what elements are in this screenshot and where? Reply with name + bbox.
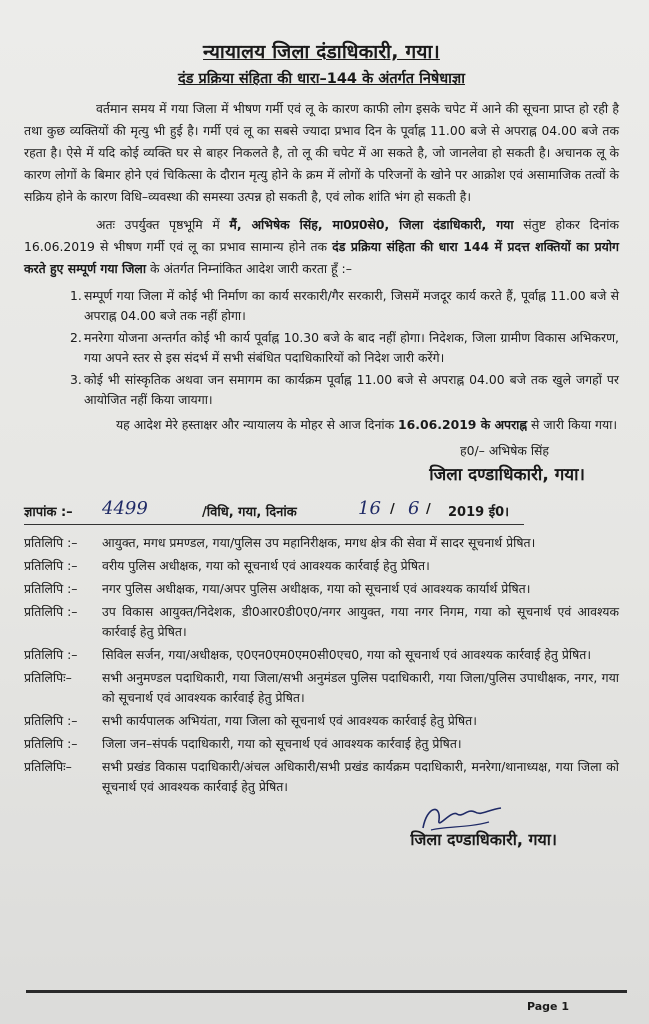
memo-slash-1: / (390, 502, 395, 517)
bottom-rule (26, 990, 627, 993)
memo-number: 4499 (102, 498, 148, 519)
copy-label: प्रतिलिपि :– (24, 558, 78, 573)
order-item (24, 286, 619, 326)
document-title: न्यायालय जिला दंडाधिकारी, गया। (203, 41, 440, 63)
copy-item (24, 757, 619, 797)
copy-text: नगर पुलिस अधीक्षक, गया/अपर पुलिस अधीक्षक, गया को सूचनार्थ एवं आवश्यक कार्यार्थ प्रेषित। (102, 581, 531, 596)
copy-text: जिला जन–संपर्क पदाधिकारी, गया को सूचनार्थ एवं आवश्यक कार्रवाई हेतु प्रेषित। (102, 736, 462, 751)
copy-text: उप विकास आयुक्त/निदेशक, डी0आर0डी0ए0/नगर आयुक्त, गया नगर निगम, गया को सूचनार्थ एवं आवश्यक कार्रवाई हेतु प्रेषित। (102, 604, 619, 639)
copy-text: सिविल सर्जन, गया/अधीक्षक, ए0एन0एम0एम0सी0एच0, गया को सूचनार्थ एवं आवश्यक कार्रवाई हेतु प्रेषित। (102, 647, 592, 662)
closing-date: 16.06.2019 के अपराह्न (398, 417, 528, 432)
closing-text-c: से जारी किया गया। (527, 417, 618, 432)
copy-list (24, 533, 619, 797)
preamble-section: दंड प्रक्रिया संहिता की धारा 144 में प्रदत्त शक्तियों का प्रयोग करते हुए सम्पूर्ण गया जिला (24, 239, 619, 276)
preamble-text-a: अतः उपर्युक्त पृष्ठभूमि में (96, 217, 230, 232)
memo-year: 2019 ई0। (448, 505, 510, 520)
copy-text: आयुक्त, मगध प्रमण्डल, गया/पुलिस उप महानिरीक्षक, मगध क्षेत्र की सेवा में सादर सूचनार्थ प्रेषित। (102, 535, 536, 550)
preamble-text-e: के अंतर्गत निम्नांकित आदेश जारी करता हूँ :– (146, 261, 352, 276)
copy-text: सभी कार्यपालक अभियंता, गया जिला को सूचनार्थ एवं आवश्यक कार्रवाई हेतु प्रेषित। (102, 713, 477, 728)
copy-label: प्रतिलिपिः– (24, 759, 72, 774)
bottom-signatory-title: जिला दण्डाधिकारी, गया। (410, 830, 557, 849)
copy-label: प्रतिलिपि :– (24, 647, 78, 662)
document-subtitle: दंड प्रक्रिया संहिता की धारा–144 के अंतर्गत निषेधाज्ञा (178, 71, 465, 87)
copy-item (24, 711, 619, 731)
signatory-name: ह0/– अभिषेक सिंह (460, 443, 549, 458)
order-text: कोई भी सांस्कृतिक अथवा जन समागम का कार्यक्रम पूर्वाह्न 11.00 बजे से अपराह्न 04.00 बजे तक खुले जगहों पर आयोजित नहीं किया जायगा। (84, 372, 619, 407)
memo-middle: /विधि, गया, दिनांक (202, 505, 297, 520)
copy-label: प्रतिलिपि :– (24, 581, 78, 596)
copy-item (24, 602, 619, 642)
copy-item (24, 579, 619, 599)
signatory-title: जिला दण्डाधिकारी, गया। (429, 465, 585, 485)
copy-text: सभी अनुमण्डल पदाधिकारी, गया जिला/सभी अनुमंडल पुलिस पदाधिकारी, गया जिला/पुलिस उपाधीक्षक, नगर, गया को सूचनार्थ एवं आवश्यक कार्रवाई हेतु प्रेषित। (102, 670, 619, 705)
copy-text: वरीय पुलिस अधीक्षक, गया को सूचनार्थ एवं आवश्यक कार्रवाई हेतु प्रेषित। (102, 558, 430, 573)
order-list (24, 286, 619, 410)
copy-label: प्रतिलिपि :– (24, 736, 78, 751)
preamble-text-c: संतुष्ट होकर दिनांक 16.06.2019 से भीषण गर्मी एवं लू का प्रभाव सामान्य होने तक (24, 217, 619, 254)
closing-text-a: यह आदेश मेरे हस्ताक्षर और न्यायालय के मोहर से आज दिनांक (116, 417, 399, 432)
order-number: 2. (70, 330, 82, 345)
order-text: मनरेगा योजना अन्तर्गत कोई भी कार्य पूर्वाह्न 10.30 बजे के बाद नहीं होगा। निदेशक, जिला ग्रामीण विकास अभिकरण, गया अपने स्तर से इस संदर्भ में सभी संबंधित पदाधिकारियों को निदेश जारी करेंगे। (84, 330, 619, 365)
intro-paragraph: वर्तमान समय में गया जिला में भीषण गर्मी एवं लू के कारण काफी लोग इसके चपेट में आने की सूचना प्राप्त हो रही है तथा कुछ व्यक्तियों की मृत्यु भी हुई है। गर्मी एवं लू का सबसे ज्यादा प्रभाव दिन के पूर्वाह्न 11.00 बजे से अपराह्न 04.00 बजे तक रहता है। ऐसे में यदि कोई व्यक्ति घर से बाहर निकलते है, तो लू की चपेट में आ सकते है, जो जानलेवा हो सकती है। अचानक लू के कारण लोगों के बिमार होने एवं चिकित्सा के दौरान मृत्यु होने के क्रम में लोगों के परिजनों के खोने पर आक्रोश एवं असामाजिक तत्वों के सक्रिय होने के कारण विधि–व्यवस्था की समस्या उत्पन्न हो सकती है, एवं लोक शांति भंग हो सकती है। (24, 101, 619, 204)
copy-item (24, 645, 619, 665)
memo-slash-2: / (426, 502, 431, 517)
memo-month: 6 (408, 498, 420, 519)
copy-label: प्रतिलिपिः– (24, 670, 72, 685)
copy-label: प्रतिलिपि :– (24, 604, 78, 619)
memo-label: ज्ञापांक :– (24, 505, 73, 520)
order-preamble (24, 214, 619, 280)
copy-label: प्रतिलिपि :– (24, 535, 78, 550)
copy-item (24, 533, 619, 553)
order-item (24, 328, 619, 368)
copy-label: प्रतिलिपि :– (24, 713, 78, 728)
memo-line (24, 498, 524, 525)
preamble-officer: मैं, अभिषेक सिंह, मा0प्र0से0, जिला दंडाधिकारी, गया (229, 217, 514, 232)
memo-day: 16 (358, 498, 381, 519)
copy-item (24, 734, 619, 754)
bottom-signature-block (24, 800, 619, 860)
copy-text: सभी प्रखंड विकास पदाधिकारी/अंचल अधिकारी/सभी प्रखंड कार्यक्रम पदाधिकारी, मनरेगा/थानाध्यक्ष, गया जिला को सूचनार्थ एवं आवश्यक कार्रवाई हेतु प्रेषित। (102, 759, 619, 794)
order-text: सम्पूर्ण गया जिला में कोई भी निर्माण का कार्य सरकारी/गैर सरकारी, जिसमें मजदूर कार्य करते हैं, पूर्वाह्न 11.00 बजे से अपराह्न 04.00 बजे तक नहीं होगा। (84, 288, 619, 323)
closing-paragraph (24, 414, 619, 436)
order-number: 1. (70, 288, 82, 303)
order-item (24, 370, 619, 410)
order-number: 3. (70, 372, 82, 387)
page-number: Page 1 (526, 1000, 569, 1013)
copy-item (24, 668, 619, 708)
copy-item (24, 556, 619, 576)
signature-block (24, 442, 619, 498)
